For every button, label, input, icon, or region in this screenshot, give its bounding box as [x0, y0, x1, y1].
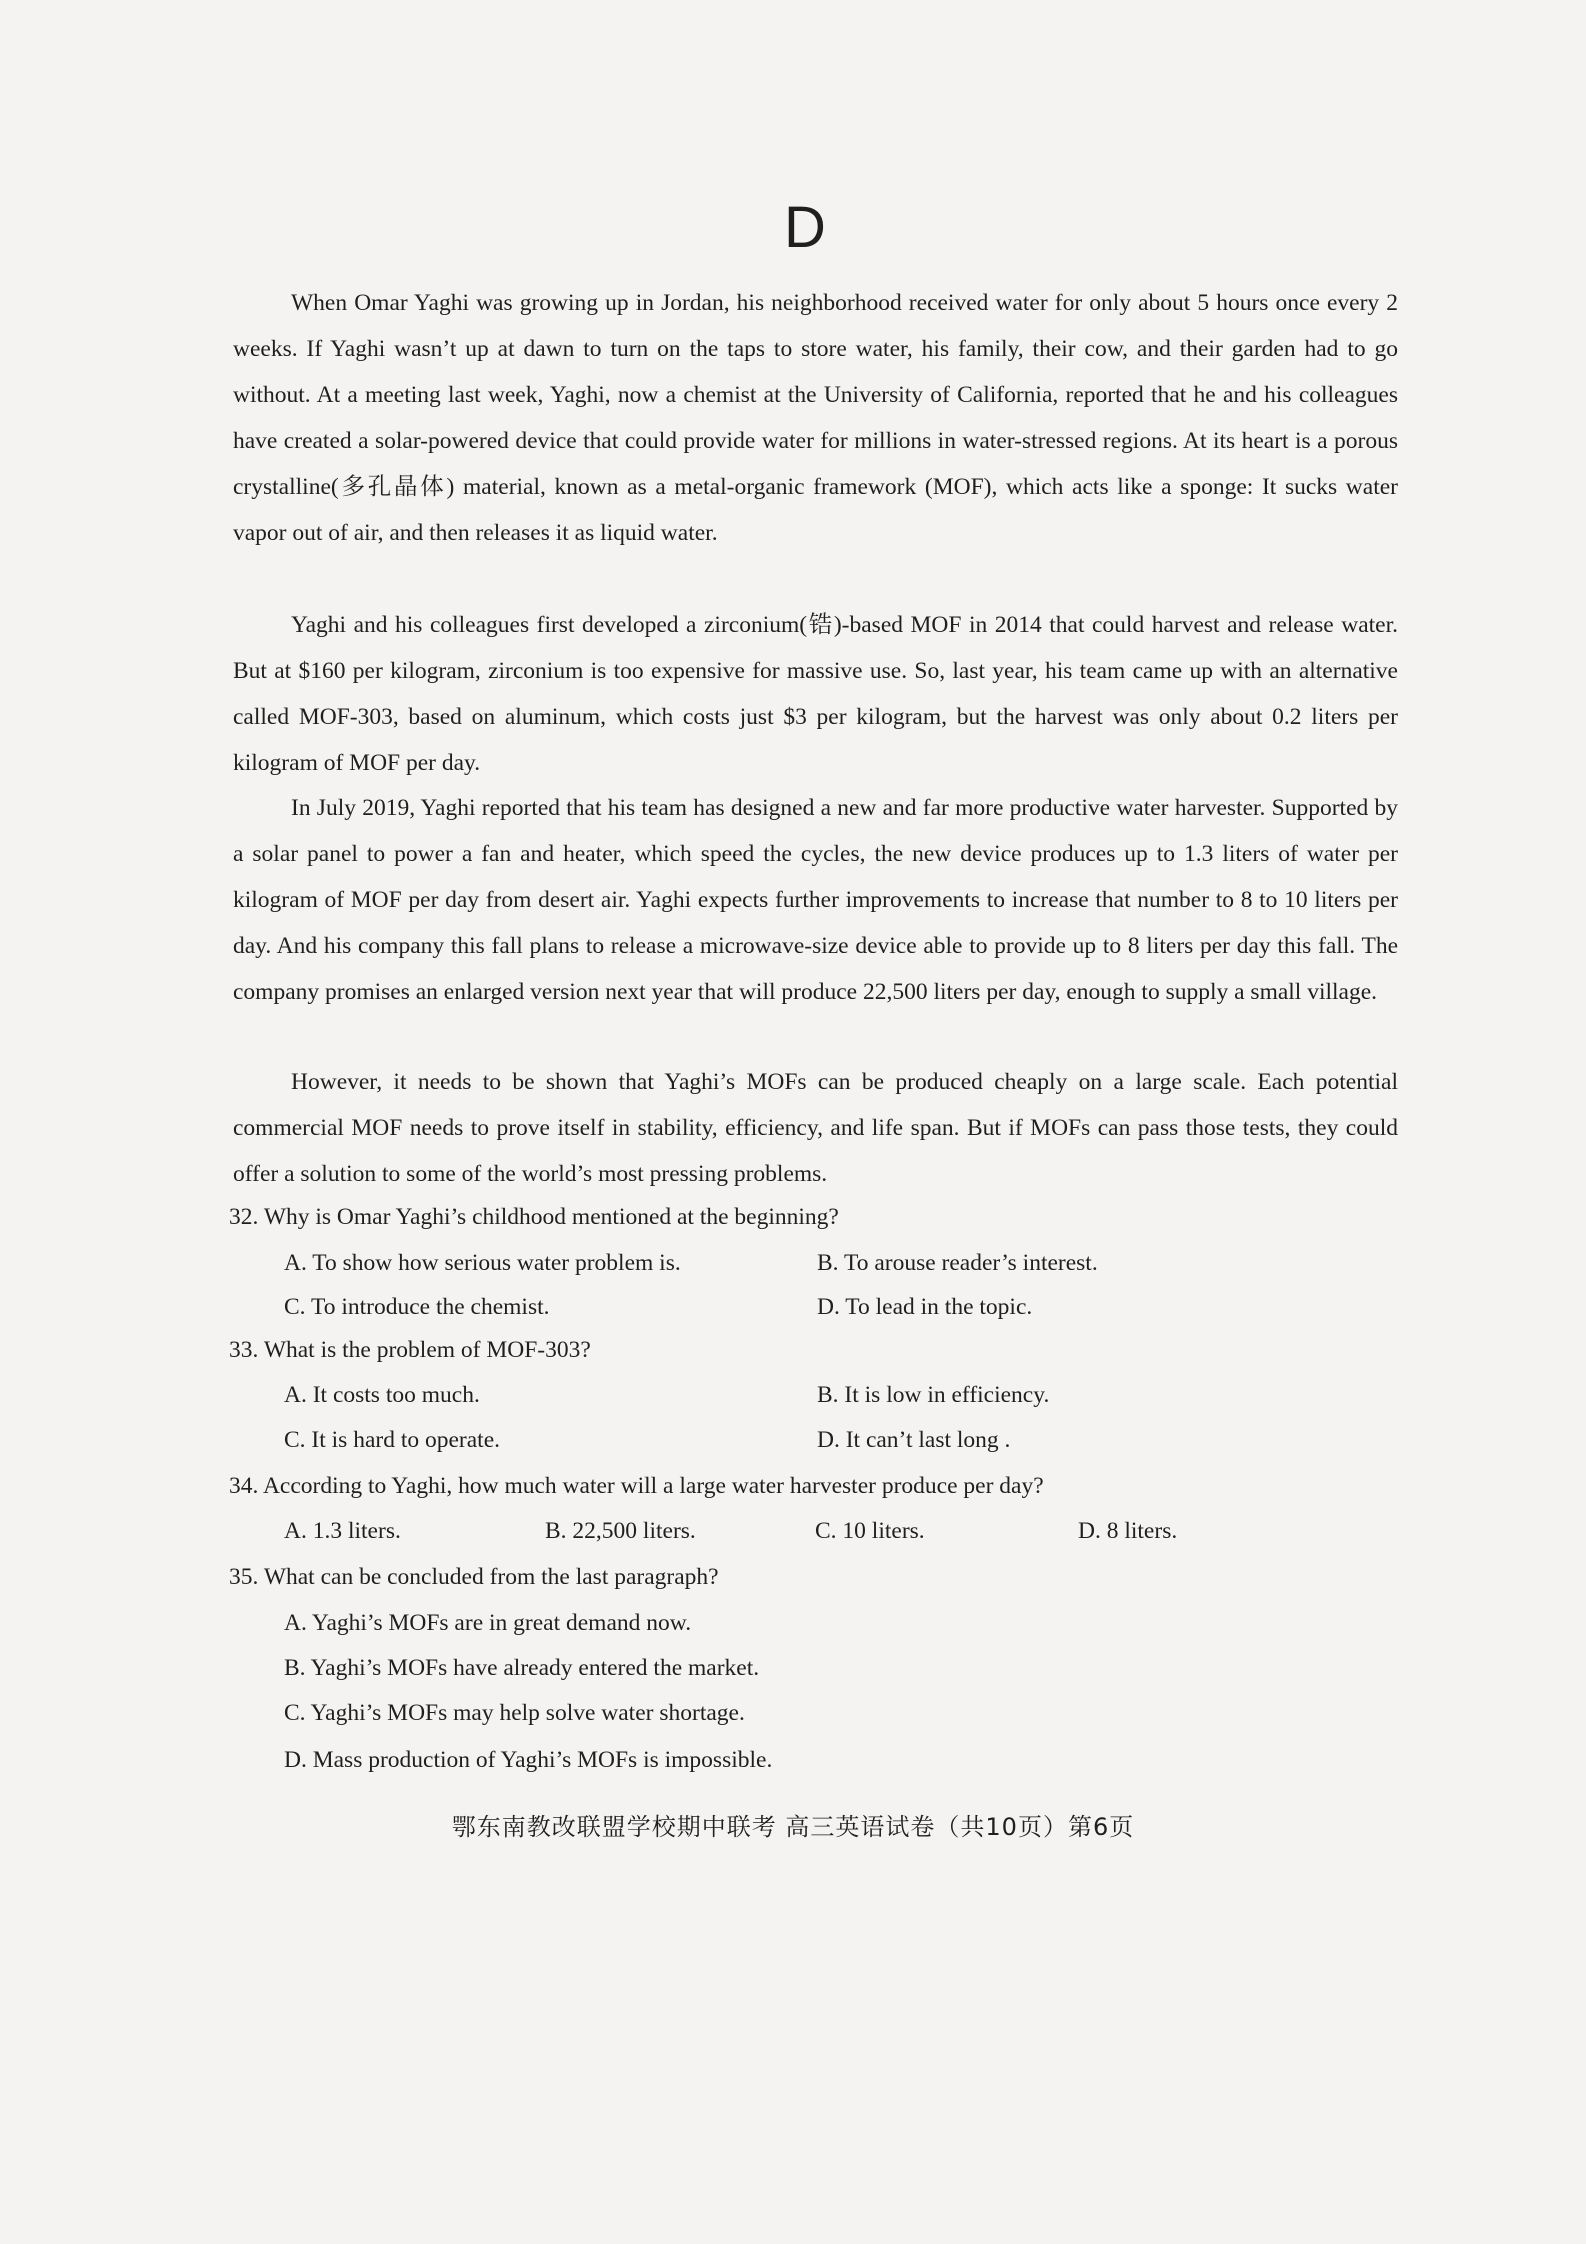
answer-option[interactable]: D. To lead in the topic.: [817, 1294, 1033, 1320]
paragraph-text: Yaghi and his colleagues first developed a zirconium(锆)-based MOF in 2014 that could harvest and release water. But at $160 per kilogram, zirconium is too expensive for massive use. So, last year, his team came up with an alternative called MOF-303, based on aluminum, which costs just $3 per kilogram, but the harvest was only about 0.2 liters per kilogram of MOF per day.: [233, 612, 1398, 776]
answer-option[interactable]: D. It can’t last long .: [817, 1427, 1011, 1453]
question-stem: 33. What is the problem of MOF-303?: [229, 1337, 591, 1363]
paragraph-text: When Omar Yaghi was growing up in Jordan, his neighborhood received water for only about 5 hours once every 2 weeks. If Yaghi wasn’t up at dawn to turn on the taps to store water, his family, their cow, and their garden had to go without. At a meeting last week, Yaghi, now a chemist at the University of California, reported that he and his colleagues have created a solar-powered device that could provide water for millions in water-stressed regions. At its heart is a porous crystalline(多孔晶体) material, known as a metal-organic framework (MOF), which acts like a sponge: It sucks water vapor out of air, and then releases it as liquid water.: [233, 290, 1398, 546]
answer-option[interactable]: A. Yaghi’s MOFs are in great demand now.: [284, 1610, 692, 1636]
page-footer: 鄂东南教改联盟学校期中联考 高三英语试卷（共10页）第6页: [451, 1813, 1135, 1841]
question-stem: 34. According to Yaghi, how much water will a large water harvester produce per day?: [229, 1473, 1044, 1499]
answer-option[interactable]: C. To introduce the chemist.: [284, 1294, 550, 1320]
answer-option[interactable]: D. Mass production of Yaghi’s MOFs is impossible.: [284, 1747, 773, 1773]
question-stem: 35. What can be concluded from the last paragraph?: [229, 1564, 719, 1590]
section-heading: D: [784, 195, 826, 260]
answer-option[interactable]: C. 10 liters.: [815, 1518, 925, 1544]
paragraph-text: In July 2019, Yaghi reported that his team has designed a new and far more productive water harvester. Supported by a solar panel to power a fan and heater, which speed the cycles, the new device produces up to 1.3 liters of water per kilogram of MOF per day from desert air. Yaghi expects further improvements to increase that number to 8 to 10 liters per day. And his company this fall plans to release a microwave-size device able to provide up to 8 liters per day this fall. The company promises an enlarged version next year that will produce 22,500 liters per day, enough to supply a small village.: [233, 795, 1398, 1005]
passage-paragraph: [233, 1059, 1398, 1197]
passage-paragraph: [233, 785, 1398, 1015]
paragraph-text: However, it needs to be shown that Yaghi’s MOFs can be produced cheaply on a large scale. Each potential commercial MOF needs to prove itself in stability, efficiency, and life span. But if MOFs can pass those tests, they could offer a solution to some of the world’s most pressing problems.: [233, 1069, 1398, 1187]
answer-option[interactable]: A. To show how serious water problem is.: [284, 1250, 681, 1276]
question-stem: 32. Why is Omar Yaghi’s childhood mentioned at the beginning?: [229, 1204, 839, 1230]
answer-option[interactable]: D. 8 liters.: [1078, 1518, 1178, 1544]
answer-option[interactable]: C. Yaghi’s MOFs may help solve water shortage.: [284, 1700, 745, 1726]
passage-paragraph: [233, 280, 1398, 556]
answer-option[interactable]: B. Yaghi’s MOFs have already entered the market.: [284, 1655, 760, 1681]
answer-option[interactable]: B. It is low in efficiency.: [817, 1382, 1050, 1408]
passage-paragraph: [233, 602, 1398, 786]
answer-option[interactable]: A. 1.3 liters.: [284, 1518, 401, 1544]
answer-option[interactable]: A. It costs too much.: [284, 1382, 480, 1408]
answer-option[interactable]: B. 22,500 liters.: [545, 1518, 696, 1544]
answer-option[interactable]: B. To arouse reader’s interest.: [817, 1250, 1098, 1276]
answer-option[interactable]: C. It is hard to operate.: [284, 1427, 501, 1453]
